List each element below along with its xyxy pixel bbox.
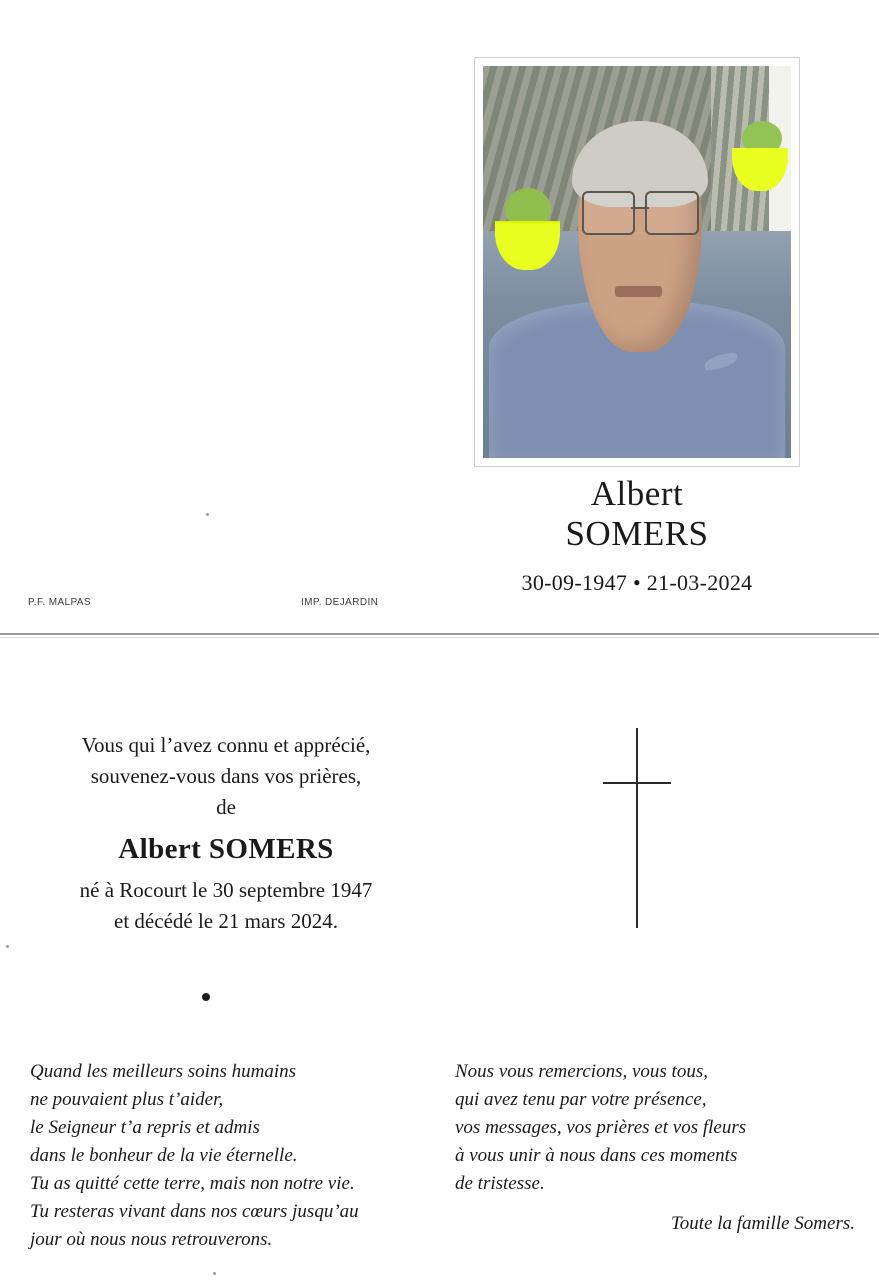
memorial-intro-line: de xyxy=(216,795,236,819)
thanks-line: Nous vous remercions, vous tous, xyxy=(455,1061,708,1082)
photo-subject-glasses xyxy=(582,191,699,230)
funeral-home-credit: P.F. MALPAS xyxy=(28,597,91,608)
bullet-separator xyxy=(202,993,210,1001)
front-first-name: Albert xyxy=(590,474,684,513)
card-fold-divider xyxy=(0,633,879,635)
portrait-photo-frame xyxy=(474,57,800,467)
poem-line: le Seigneur t’a repris et admis xyxy=(30,1117,260,1138)
thanks-line: à vous unir à nous dans ces moments xyxy=(455,1145,738,1166)
poem-line: dans le bonheur de la vie éternelle. xyxy=(30,1145,298,1166)
memorial-intro-line: souvenez-vous dans vos prières, xyxy=(90,764,362,788)
scan-speck xyxy=(213,1272,216,1275)
thanks-line: vos messages, vos prières et vos fleurs xyxy=(455,1117,747,1138)
poem-line: Tu as quitté cette terre, mais non notre vie. xyxy=(30,1173,355,1194)
front-life-dates: 30-09-1947 • 21-03-2024 xyxy=(521,570,753,595)
card-front-panel xyxy=(0,0,879,634)
family-signature: Toute la famille Somers. xyxy=(670,1213,855,1234)
card-inside-panel xyxy=(0,638,879,1280)
scan-speck xyxy=(6,945,9,948)
poem-line: Quand les meilleurs soins humains xyxy=(30,1061,296,1082)
poem-line: jour où nous nous retrouverons. xyxy=(30,1229,273,1250)
front-last-name: SOMERS xyxy=(565,514,709,553)
memorial-death-line: et décédé le 21 mars 2024. xyxy=(114,909,338,933)
glasses-left-lens xyxy=(582,191,635,234)
memorial-birth-line: né à Rocourt le 30 septembre 1947 xyxy=(79,878,373,902)
photo-subject-mouth xyxy=(615,286,661,298)
scan-speck xyxy=(206,513,209,516)
glasses-bridge xyxy=(631,207,650,209)
front-name-block xyxy=(474,474,800,554)
thanks-line: de tristesse. xyxy=(455,1173,545,1194)
printer-credit: IMP. DEJARDIN xyxy=(301,597,379,608)
thanks-block xyxy=(455,1058,855,1198)
poem-block xyxy=(30,1058,400,1254)
memorial-intro-line: Vous qui l’avez connu et apprécié, xyxy=(81,733,371,757)
poem-line: ne pouvaient plus t’aider, xyxy=(30,1089,224,1110)
poem-line: Tu resteras vivant dans nos cœurs jusqu’au xyxy=(30,1201,359,1222)
memorial-full-name: Albert SOMERS xyxy=(118,833,334,865)
cross-icon xyxy=(636,728,638,928)
memorial-text-block xyxy=(30,730,422,937)
glasses-right-lens xyxy=(645,191,698,234)
portrait-photo xyxy=(483,66,791,458)
thanks-line: qui avez tenu par votre présence, xyxy=(455,1089,707,1110)
